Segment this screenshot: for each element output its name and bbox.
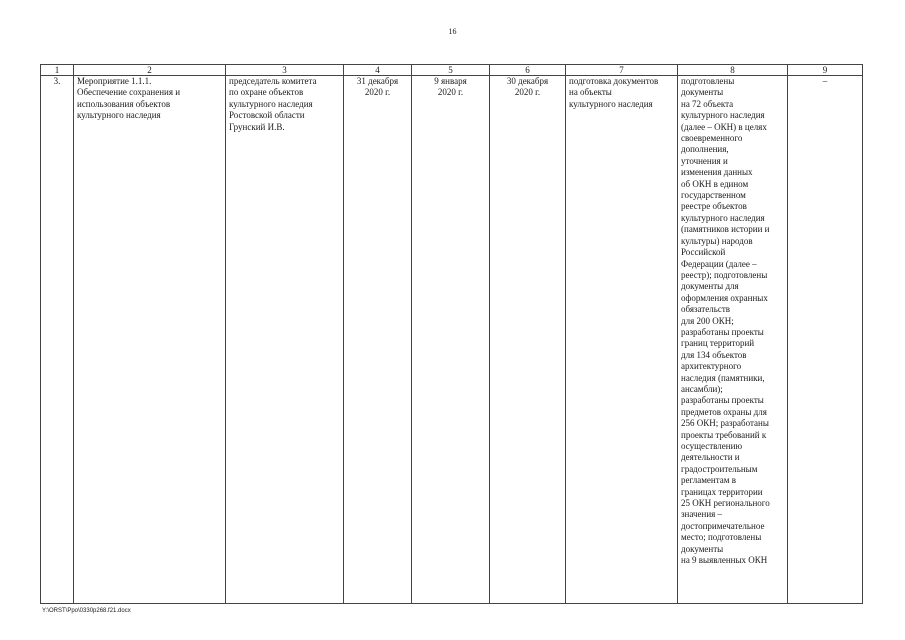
- text-line: обязательств: [681, 304, 731, 315]
- text-line: реестр); подготовлены: [681, 269, 768, 280]
- text-line: Грунский И.В.: [229, 121, 285, 132]
- text-line: для 134 объектов: [681, 349, 747, 360]
- text-line: уточнения и: [681, 155, 728, 166]
- event-cell: [74, 76, 226, 604]
- text-line: культурного наследия: [681, 110, 765, 121]
- text-line: разработаны проекты: [681, 326, 764, 337]
- text-line: градостроительным: [681, 463, 758, 474]
- text-line: подготовлены: [681, 76, 735, 86]
- text-line: 30 декабря: [506, 76, 549, 86]
- text-line: 31 декабря: [356, 76, 399, 86]
- text-line: документы для: [681, 281, 739, 292]
- text-line: Российской: [681, 247, 726, 258]
- text-line: на 72 объекта: [681, 98, 734, 109]
- column-header-1: 1: [41, 65, 74, 76]
- text-line: границах территории: [681, 486, 763, 497]
- text-line: оформления охранных: [681, 292, 768, 303]
- text-line: 256 ОКН; разработаны: [681, 418, 769, 429]
- text-line: 9 января: [434, 76, 467, 86]
- end-date-cell: [412, 76, 490, 604]
- expected-result-cell: [566, 76, 678, 604]
- text-line: изменения данных: [681, 167, 753, 178]
- report-table: [40, 64, 863, 604]
- text-line: использования объектов: [77, 98, 171, 109]
- text-line: реестре объектов: [681, 201, 747, 212]
- text-line: 2020 г.: [514, 87, 541, 98]
- column-header-7: 7: [566, 65, 678, 76]
- reasons-cell: –: [788, 76, 863, 604]
- text-line: проекты требований к: [681, 429, 767, 440]
- text-line: своевременного: [681, 133, 743, 144]
- text-line: 25 ОКН регионального: [681, 498, 770, 509]
- text-line: (далее – ОКН) в целях: [681, 121, 767, 132]
- text-line: Ростовской области: [229, 110, 305, 121]
- text-line: разработаны проекты: [681, 395, 764, 406]
- text-line: регламентам в: [681, 475, 736, 486]
- text-line: предметов охраны для: [681, 406, 767, 417]
- actual-result-cell: [678, 76, 788, 604]
- column-header-8: 8: [678, 65, 788, 76]
- row-number: 3.: [41, 76, 74, 604]
- text-line: 2020 г.: [437, 87, 464, 98]
- text-line: культурного наследия: [569, 98, 653, 109]
- text-line: деятельности и: [681, 452, 740, 463]
- text-line: (памятников истории и: [681, 224, 770, 235]
- page-number: 16: [448, 27, 457, 36]
- text-line: ансамбли);: [681, 383, 723, 394]
- text-line: культурного наследия: [681, 212, 765, 223]
- text-line: документы: [681, 543, 724, 554]
- text-line: Федерации (далее –: [681, 258, 757, 269]
- column-header-3: 3: [226, 65, 344, 76]
- column-header-5: 5: [412, 65, 490, 76]
- column-header-9: 9: [788, 65, 863, 76]
- text-line: Мероприятие 1.1.1.: [77, 76, 152, 86]
- text-line: наследия (памятники,: [681, 372, 765, 383]
- column-header-6: 6: [490, 65, 566, 76]
- control-date-cell: [490, 76, 566, 604]
- text-line: по охране объектов: [229, 87, 304, 98]
- text-line: для 200 ОКН;: [681, 315, 734, 326]
- text-line: достопримечательное: [681, 520, 765, 531]
- text-line: культуры) народов: [681, 235, 753, 246]
- text-line: Обеспечение сохранения и: [77, 87, 181, 98]
- start-date-cell: [344, 76, 412, 604]
- text-line: 2020 г.: [364, 87, 391, 98]
- text-line: на 9 выявленных ОКН: [681, 555, 768, 566]
- responsible-cell: [226, 76, 344, 604]
- column-header-4: 4: [344, 65, 412, 76]
- text-line: председатель комитета: [229, 76, 317, 86]
- text-line: подготовка документов: [569, 76, 659, 86]
- text-line: документы: [681, 87, 724, 98]
- text-line: архитектурного: [681, 361, 742, 372]
- header-row: [41, 65, 863, 76]
- table-row: [41, 76, 863, 604]
- text-line: дополнения,: [681, 144, 729, 155]
- text-line: значения –: [681, 509, 723, 520]
- text-line: об ОКН в едином: [681, 178, 749, 189]
- text-line: осуществлению: [681, 441, 743, 451]
- text-line: границ территорий: [681, 338, 755, 349]
- text-line: культурного наследия: [229, 98, 313, 109]
- column-header-2: 2: [74, 65, 226, 76]
- file-path-footer: Y:\ORST\Ppo\0330p268.f21.docx: [42, 608, 131, 614]
- text-line: культурного наследия: [77, 110, 161, 121]
- text-line: государственном: [681, 190, 746, 201]
- text-line: на объекты: [569, 87, 612, 98]
- text-line: место; подготовлены: [681, 532, 762, 543]
